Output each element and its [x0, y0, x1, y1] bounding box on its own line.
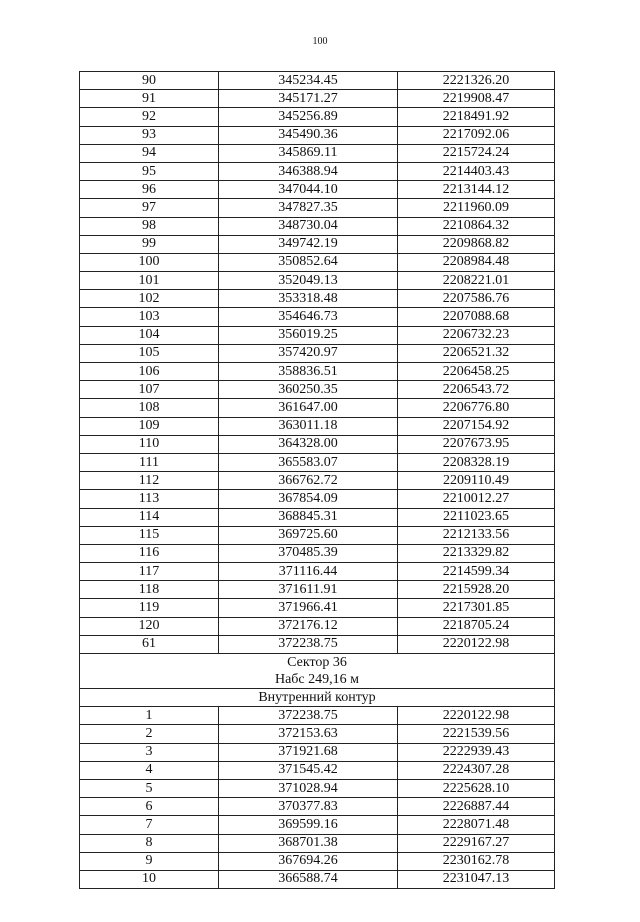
sector-height: Набс 249,16 м	[274, 672, 360, 687]
point-number: 94	[80, 144, 219, 162]
point-number: 108	[80, 399, 219, 417]
table-row	[80, 435, 555, 453]
x-coordinate: 371028.94	[219, 779, 398, 797]
y-coordinate: 2211023.65	[398, 508, 555, 526]
y-coordinate: 2225628.10	[398, 779, 555, 797]
point-number: 119	[80, 599, 219, 617]
x-coordinate: 346388.94	[219, 162, 398, 180]
x-coordinate: 358836.51	[219, 363, 398, 381]
x-coordinate: 363011.18	[219, 417, 398, 435]
table-row	[80, 544, 555, 562]
table-row	[80, 272, 555, 290]
top-rows	[80, 72, 555, 654]
y-coordinate: 2209868.82	[398, 235, 555, 253]
point-number: 6	[80, 798, 219, 816]
x-coordinate: 370377.83	[219, 798, 398, 816]
y-coordinate: 2221326.20	[398, 72, 555, 90]
y-coordinate: 2229167.27	[398, 834, 555, 852]
x-coordinate: 347827.35	[219, 199, 398, 217]
point-number: 116	[80, 544, 219, 562]
sector-title: Сектор 36	[287, 655, 347, 670]
table-row	[80, 253, 555, 271]
x-coordinate: 350852.64	[219, 253, 398, 271]
y-coordinate: 2228071.48	[398, 816, 555, 834]
x-coordinate: 345171.27	[219, 90, 398, 108]
y-coordinate: 2215724.24	[398, 144, 555, 162]
x-coordinate: 360250.35	[219, 381, 398, 399]
y-coordinate: 2208984.48	[398, 253, 555, 271]
x-coordinate: 368845.31	[219, 508, 398, 526]
point-number: 99	[80, 235, 219, 253]
table-row	[80, 581, 555, 599]
y-coordinate: 2207673.95	[398, 435, 555, 453]
x-coordinate: 347044.10	[219, 181, 398, 199]
x-coordinate: 372153.63	[219, 725, 398, 743]
point-number: 96	[80, 181, 219, 199]
point-number: 61	[80, 635, 219, 653]
y-coordinate: 2206521.32	[398, 344, 555, 362]
point-number: 91	[80, 90, 219, 108]
y-coordinate: 2217301.85	[398, 599, 555, 617]
table-row	[80, 635, 555, 653]
y-coordinate: 2220122.98	[398, 707, 555, 725]
contour-row	[80, 689, 555, 707]
table-row	[80, 725, 555, 743]
table-row	[80, 707, 555, 725]
x-coordinate: 372238.75	[219, 707, 398, 725]
y-coordinate: 2219908.47	[398, 90, 555, 108]
y-coordinate: 2207586.76	[398, 290, 555, 308]
table-row	[80, 617, 555, 635]
point-number: 2	[80, 725, 219, 743]
x-coordinate: 353318.48	[219, 290, 398, 308]
x-coordinate: 366762.72	[219, 472, 398, 490]
table-row	[80, 199, 555, 217]
contour-label: Внутренний контур	[80, 689, 555, 707]
x-coordinate: 365583.07	[219, 453, 398, 471]
table-row	[80, 852, 555, 870]
point-number: 102	[80, 290, 219, 308]
point-number: 104	[80, 326, 219, 344]
table-row	[80, 453, 555, 471]
y-coordinate: 2226887.44	[398, 798, 555, 816]
sector-title-cell	[80, 654, 555, 689]
coordinates-table	[79, 71, 555, 889]
point-number: 9	[80, 852, 219, 870]
x-coordinate: 364328.00	[219, 435, 398, 453]
y-coordinate: 2212133.56	[398, 526, 555, 544]
x-coordinate: 370485.39	[219, 544, 398, 562]
y-coordinate: 2210012.27	[398, 490, 555, 508]
table-row	[80, 490, 555, 508]
x-coordinate: 345490.36	[219, 126, 398, 144]
table-row	[80, 399, 555, 417]
y-coordinate: 2220122.98	[398, 635, 555, 653]
x-coordinate: 366588.74	[219, 870, 398, 888]
y-coordinate: 2222939.43	[398, 743, 555, 761]
point-number: 93	[80, 126, 219, 144]
point-number: 98	[80, 217, 219, 235]
table-row	[80, 508, 555, 526]
point-number: 109	[80, 417, 219, 435]
table-row	[80, 743, 555, 761]
y-coordinate: 2208328.19	[398, 453, 555, 471]
table-row	[80, 816, 555, 834]
point-number: 10	[80, 870, 219, 888]
y-coordinate: 2214403.43	[398, 162, 555, 180]
x-coordinate: 368701.38	[219, 834, 398, 852]
point-number: 7	[80, 816, 219, 834]
table-row	[80, 599, 555, 617]
x-coordinate: 371921.68	[219, 743, 398, 761]
point-number: 4	[80, 761, 219, 779]
y-coordinate: 2217092.06	[398, 126, 555, 144]
point-number: 105	[80, 344, 219, 362]
x-coordinate: 345234.45	[219, 72, 398, 90]
table-row	[80, 235, 555, 253]
table-row	[80, 363, 555, 381]
sector-title-row	[80, 654, 555, 689]
point-number: 117	[80, 563, 219, 581]
table-row	[80, 344, 555, 362]
point-number: 101	[80, 272, 219, 290]
x-coordinate: 371116.44	[219, 563, 398, 581]
table-row	[80, 144, 555, 162]
point-number: 90	[80, 72, 219, 90]
y-coordinate: 2213329.82	[398, 544, 555, 562]
y-coordinate: 2215928.20	[398, 581, 555, 599]
x-coordinate: 371545.42	[219, 761, 398, 779]
table-row	[80, 90, 555, 108]
y-coordinate: 2206458.25	[398, 363, 555, 381]
x-coordinate: 367854.09	[219, 490, 398, 508]
x-coordinate: 371966.41	[219, 599, 398, 617]
x-coordinate: 357420.97	[219, 344, 398, 362]
table-row	[80, 72, 555, 90]
table-row	[80, 870, 555, 888]
x-coordinate: 345869.11	[219, 144, 398, 162]
x-coordinate: 354646.73	[219, 308, 398, 326]
point-number: 111	[80, 453, 219, 471]
table-row	[80, 834, 555, 852]
x-coordinate: 371611.91	[219, 581, 398, 599]
y-coordinate: 2206732.23	[398, 326, 555, 344]
point-number: 95	[80, 162, 219, 180]
table-row	[80, 126, 555, 144]
y-coordinate: 2211960.09	[398, 199, 555, 217]
table-row	[80, 381, 555, 399]
y-coordinate: 2208221.01	[398, 272, 555, 290]
y-coordinate: 2231047.13	[398, 870, 555, 888]
x-coordinate: 349742.19	[219, 235, 398, 253]
point-number: 1	[80, 707, 219, 725]
point-number: 112	[80, 472, 219, 490]
table-row	[80, 108, 555, 126]
point-number: 114	[80, 508, 219, 526]
point-number: 3	[80, 743, 219, 761]
y-coordinate: 2207154.92	[398, 417, 555, 435]
point-number: 107	[80, 381, 219, 399]
point-number: 92	[80, 108, 219, 126]
point-number: 113	[80, 490, 219, 508]
y-coordinate: 2210864.32	[398, 217, 555, 235]
y-coordinate: 2206543.72	[398, 381, 555, 399]
y-coordinate: 2214599.34	[398, 563, 555, 581]
y-coordinate: 2206776.80	[398, 399, 555, 417]
table-row	[80, 308, 555, 326]
table-row	[80, 217, 555, 235]
x-coordinate: 372238.75	[219, 635, 398, 653]
y-coordinate: 2230162.78	[398, 852, 555, 870]
table-row	[80, 326, 555, 344]
point-number: 110	[80, 435, 219, 453]
y-coordinate: 2213144.12	[398, 181, 555, 199]
point-number: 120	[80, 617, 219, 635]
sector-header	[80, 654, 555, 707]
x-coordinate: 361647.00	[219, 399, 398, 417]
x-coordinate: 352049.13	[219, 272, 398, 290]
point-number: 8	[80, 834, 219, 852]
x-coordinate: 369725.60	[219, 526, 398, 544]
point-number: 5	[80, 779, 219, 797]
x-coordinate: 345256.89	[219, 108, 398, 126]
y-coordinate: 2218491.92	[398, 108, 555, 126]
y-coordinate: 2209110.49	[398, 472, 555, 490]
table-row	[80, 417, 555, 435]
table-row	[80, 290, 555, 308]
point-number: 118	[80, 581, 219, 599]
table-row	[80, 181, 555, 199]
table-row	[80, 761, 555, 779]
table-row	[80, 779, 555, 797]
table-row	[80, 162, 555, 180]
point-number: 106	[80, 363, 219, 381]
y-coordinate: 2218705.24	[398, 617, 555, 635]
bottom-rows	[80, 707, 555, 889]
page-number: 100	[312, 36, 328, 47]
table-row	[80, 563, 555, 581]
table-row	[80, 798, 555, 816]
table-row	[80, 526, 555, 544]
x-coordinate: 372176.12	[219, 617, 398, 635]
x-coordinate: 356019.25	[219, 326, 398, 344]
point-number: 115	[80, 526, 219, 544]
x-coordinate: 348730.04	[219, 217, 398, 235]
x-coordinate: 369599.16	[219, 816, 398, 834]
table-row	[80, 472, 555, 490]
y-coordinate: 2224307.28	[398, 761, 555, 779]
x-coordinate: 367694.26	[219, 852, 398, 870]
y-coordinate: 2207088.68	[398, 308, 555, 326]
point-number: 97	[80, 199, 219, 217]
point-number: 100	[80, 253, 219, 271]
y-coordinate: 2221539.56	[398, 725, 555, 743]
point-number: 103	[80, 308, 219, 326]
